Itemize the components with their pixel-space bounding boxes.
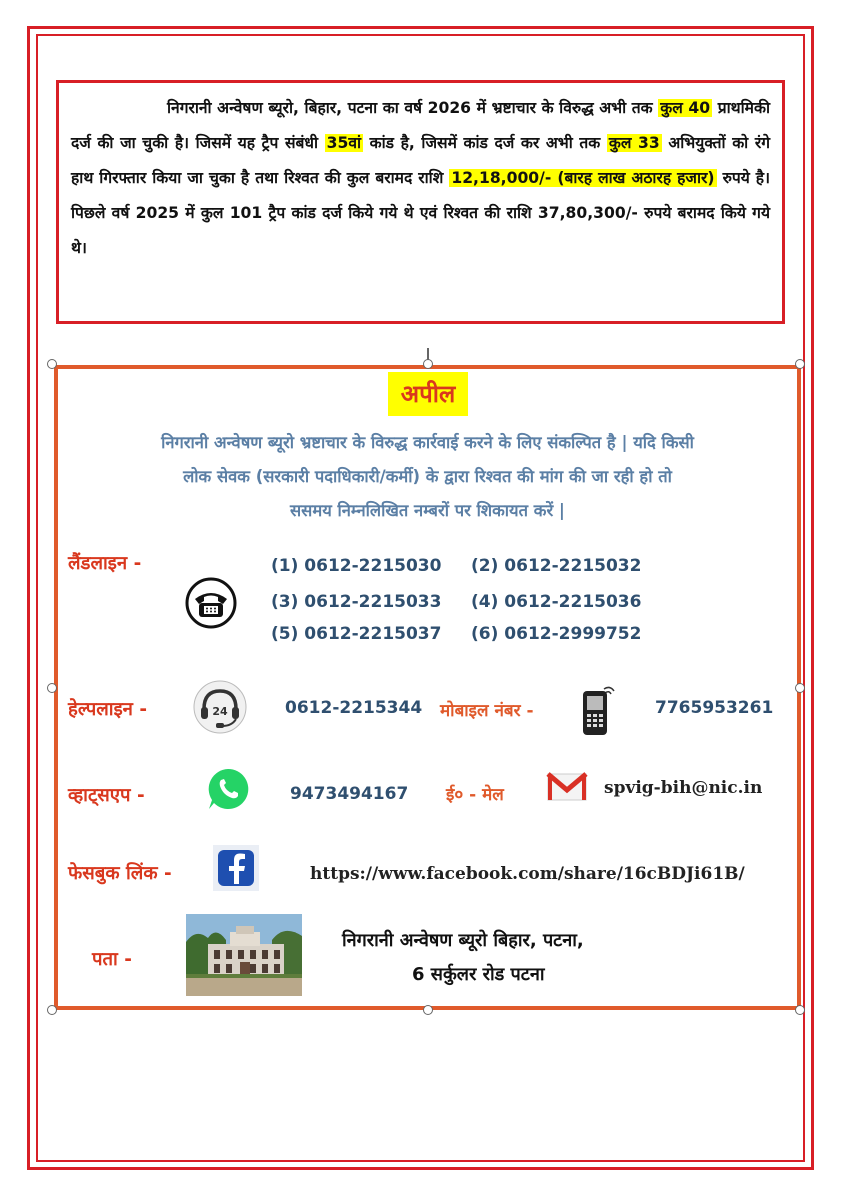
facebook-label: फेसबुक लिंक - (68, 863, 172, 884)
resize-handle-top-right[interactable] (795, 359, 805, 369)
notice-paragraph (71, 91, 770, 266)
helpline-number[interactable]: 0612-2215344 (285, 698, 423, 718)
resize-handle-top-center[interactable] (423, 359, 433, 369)
highlight-accused: कुल 33 (608, 134, 660, 152)
email-address[interactable]: spvig-bih@nic.in (604, 778, 763, 798)
landline-number-4[interactable]: (4) 0612-2215036 (471, 592, 642, 612)
resize-handle-bottom-right[interactable] (795, 1005, 805, 1015)
notice-text-2: प्राथमिकी दर्ज की जा चुकी है। जिसमें यह ट्रैप संबंधी (71, 99, 770, 152)
mobile-label: मोबाइल नंबर - (440, 701, 534, 721)
facebook-link[interactable]: https://www.facebook.com/share/16cBDJi61B/ (310, 864, 745, 884)
office-building-photo (186, 914, 302, 1000)
notice-text-1: निगरानी अन्वेषण ब्यूरो, बिहार, पटना का वर्ष 2026 में भ्रष्टाचार के विरुद्ध अभी तक (167, 99, 659, 117)
address-label: पता - (92, 949, 132, 970)
headset-24h-icon (192, 679, 248, 739)
helpline-label: हेल्पलाइन - (68, 699, 148, 720)
landline-number-6[interactable]: (6) 0612-2999752 (471, 624, 642, 644)
email-label: ई० - मेल (446, 785, 504, 805)
whatsapp-number[interactable]: 9473494167 (290, 784, 409, 804)
highlight-amount: 12,18,000/- (बारह लाख अठारह हजार) (451, 169, 715, 187)
resize-handle-top-left[interactable] (47, 359, 57, 369)
facebook-icon (212, 844, 260, 896)
mobile-phone-icon (578, 683, 618, 741)
address-line-1: निगरानी अन्वेषण ब्यूरो बिहार, पटना, (342, 930, 584, 951)
notice-text-4: अभियुक्तों को रंगे हाथ गिरफ्तार किया जा चुका है तथा रिश्वत की कुल बरामद राशि (71, 134, 770, 187)
notice-text-5: रुपये है। पिछले वर्ष 2025 में कुल 101 ट्रैप कांड दर्ज किये गये थे एवं रिश्वत की राशि 37,80,300/- रुपये बरामद किये गये थे। (71, 169, 770, 257)
landline-label: लैंडलाइन - (68, 553, 142, 574)
resize-handle-bottom-center[interactable] (423, 1005, 433, 1015)
gmail-icon (546, 768, 588, 808)
whatsapp-label: व्हाट्सएप - (68, 785, 145, 806)
landline-number-2[interactable]: (2) 0612-2215032 (471, 556, 642, 576)
notice-text-3: कांड है, जिसमें कांड दर्ज कर अभी तक (363, 134, 607, 152)
appeal-intro-line-2: लोक सेवक (सरकारी पदाधिकारी/कर्मी) के द्वारा रिश्वत की मांग की जा रही हो तो (183, 467, 672, 486)
notice-box (56, 80, 785, 324)
address-line-2: 6 सर्कुलर रोड पटना (412, 964, 545, 985)
resize-handle-middle-right[interactable] (795, 683, 805, 693)
resize-handle-bottom-left[interactable] (47, 1005, 57, 1015)
highlight-trap-case: 35वां (326, 134, 362, 152)
landline-number-5[interactable]: (5) 0612-2215037 (271, 624, 442, 644)
appeal-intro (62, 426, 793, 528)
mobile-number[interactable]: 7765953261 (655, 698, 774, 718)
highlight-total-fir: कुल 40 (660, 99, 711, 117)
appeal-intro-line-3: ससमय निम्नलिखित नम्बरों पर शिकायत करें | (290, 501, 565, 520)
landline-number-3[interactable]: (3) 0612-2215033 (271, 592, 442, 612)
whatsapp-icon (204, 765, 252, 817)
helpline-badge-text: 24 (212, 705, 228, 718)
resize-handle-middle-left[interactable] (47, 683, 57, 693)
appeal-intro-line-1: निगरानी अन्वेषण ब्यूरो भ्रष्टाचार के विरुद्ध कार्रवाई करने के लिए संकल्पित है | यदि किसी (161, 433, 694, 452)
telephone-icon (185, 577, 237, 633)
landline-number-1[interactable]: (1) 0612-2215030 (271, 556, 442, 576)
appeal-title: अपील (388, 372, 468, 416)
